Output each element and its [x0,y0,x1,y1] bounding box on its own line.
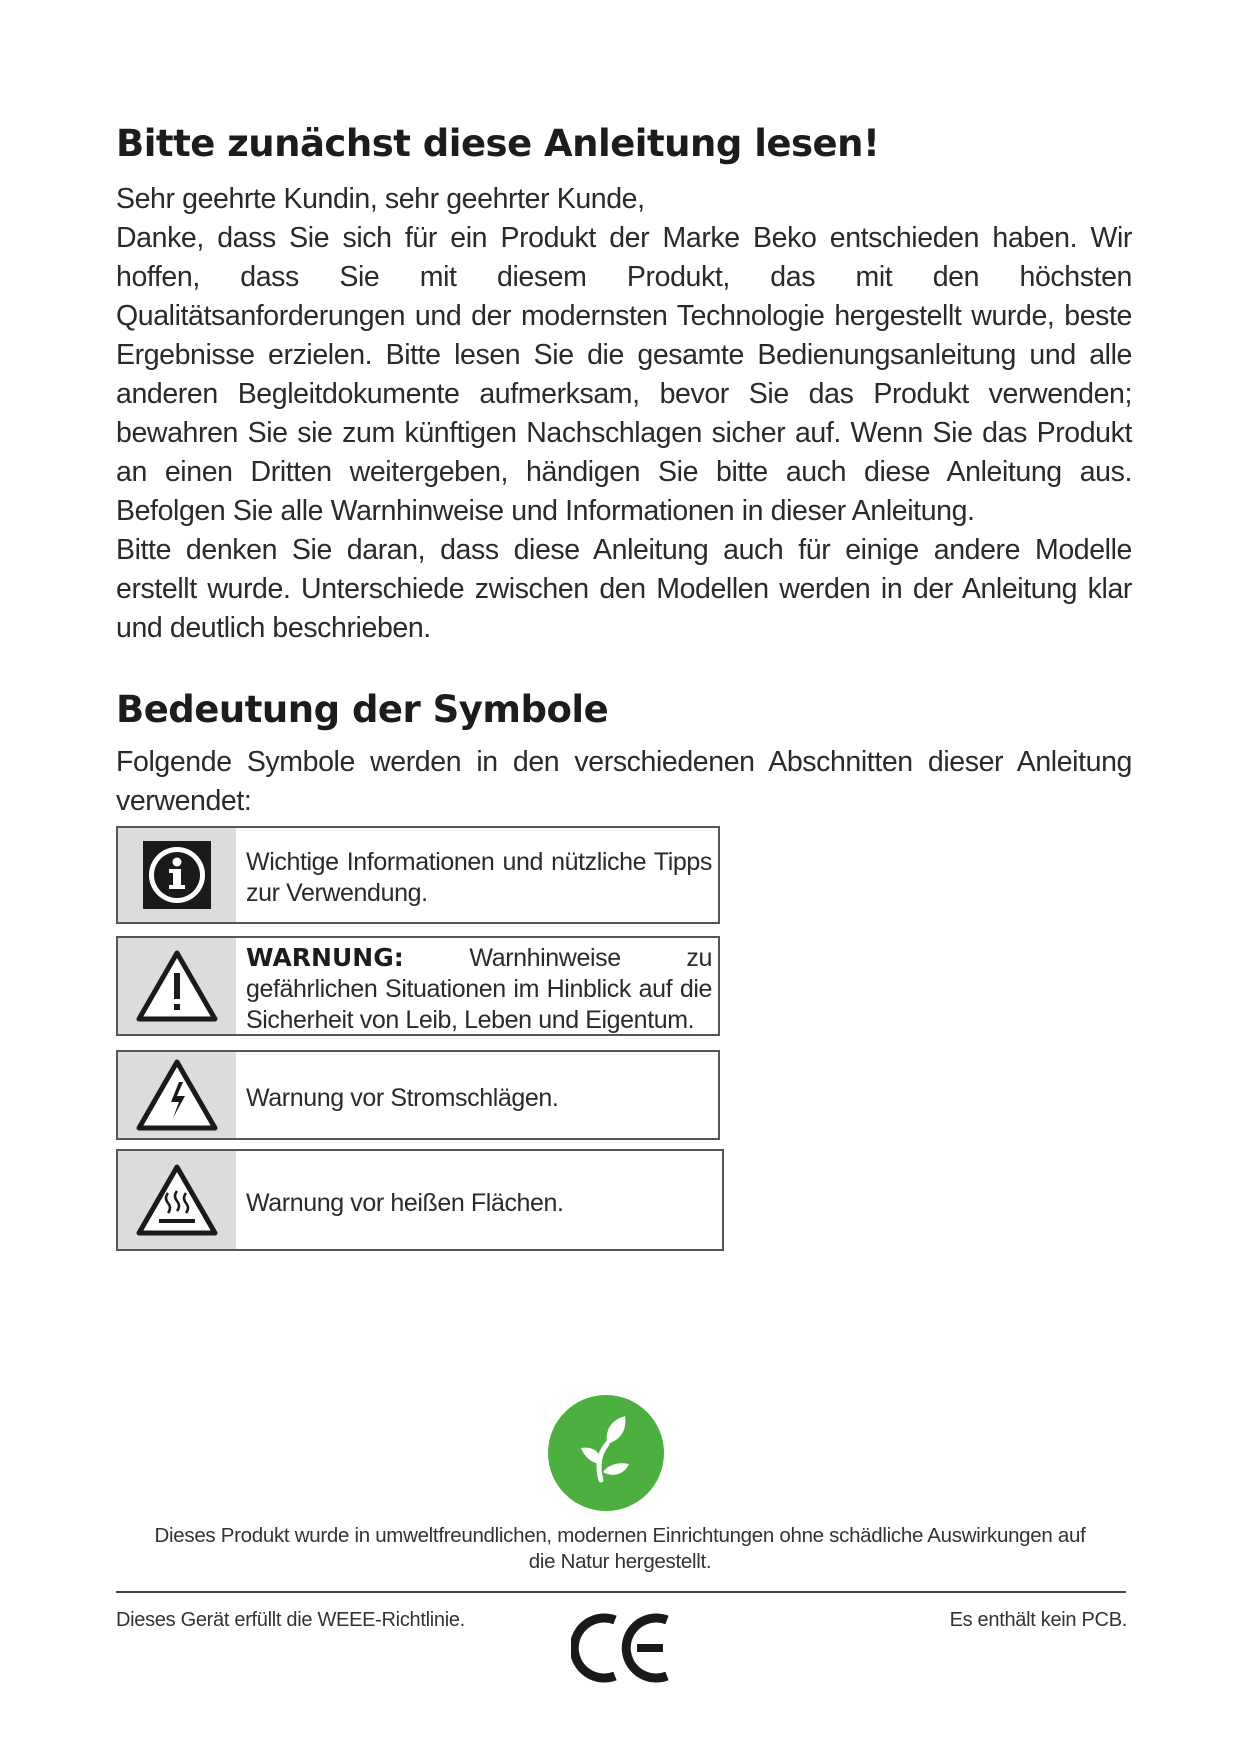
warning-label: WARNUNG: [246,943,404,972]
warning-icon [118,938,236,1034]
electric-shock-icon [118,1052,236,1138]
models-note: Bitte denken Sie daran, dass diese Anleitung auch für einige andere Modelle erstellt wurde. Unterschiede zwischen den Modellen werden in der Anleitung klar und deutlich beschrieben. [116,534,1132,644]
footer-divider [116,1591,1126,1593]
symbol-row-hot-surface [116,1149,724,1251]
greeting-text: Sehr geehrte Kundin, sehr geehrter Kunde, [116,183,645,215]
symbol-description-electric: Warnung vor Stromschlägen. [246,1083,559,1112]
hot-surface-icon [118,1151,236,1249]
warning-text: Warnhinweise zu gefährlichen Situationen im Hinblick auf die Sicherheit von Leib, Leben und Eigentum. [246,944,712,1034]
symbol-row-info [116,826,720,924]
eco-statement: Dieses Produkt wurde in umweltfreundlichen, modernen Einrichtungen ohne schädliche Auswirkungen auf die Natur hergestellt. [154,1524,1086,1573]
pcb-statement: Es enthält kein PCB. [949,1609,1127,1631]
page-title: Bitte zunächst diese Anleitung lesen! [116,122,880,165]
symbol-description-info: Wichtige Informationen und nützliche Tipps zur Verwendung. [246,848,712,907]
leaf-icon [547,1394,665,1512]
symbols-intro: Folgende Symbole werden in den verschiedenen Abschnitten dieser Anleitung verwendet: [116,746,1132,817]
ce-mark-icon [571,1610,675,1686]
symbol-row-electric [116,1050,720,1140]
symbol-description-warning [236,938,718,1034]
info-icon [118,828,236,922]
weee-statement: Dieses Gerät erfüllt die WEEE-Richtlinie. [116,1609,465,1631]
symbol-description-hot-surface: Warnung vor heißen Flächen. [246,1188,564,1217]
symbol-row-warning [116,936,720,1036]
intro-paragraph: Danke, dass Sie sich für ein Produkt der Marke Beko entschieden haben. Wir hoffen, dass Sie mit diesem Produkt, das mit den höchsten Qualitätsanforderungen und der modernsten Technologie hergestellt wurde, beste Ergebnisse erzielen. Bitte lesen Sie die gesamte Bedienungsanleitung und alle anderen Begleitdokumente aufmerksam, bevor Sie das Produkt verwenden; bewahren Sie sie zum künftigen Nachschlagen sicher auf. Wenn Sie das Produkt an einen Dritten weitergeben, händigen Sie bitte auch diese Anleitung aus. Befolgen Sie alle Warnhinweise und Informationen in dieser Anleitung. [116,222,1132,527]
symbols-heading: Bedeutung der Symbole [116,688,609,731]
